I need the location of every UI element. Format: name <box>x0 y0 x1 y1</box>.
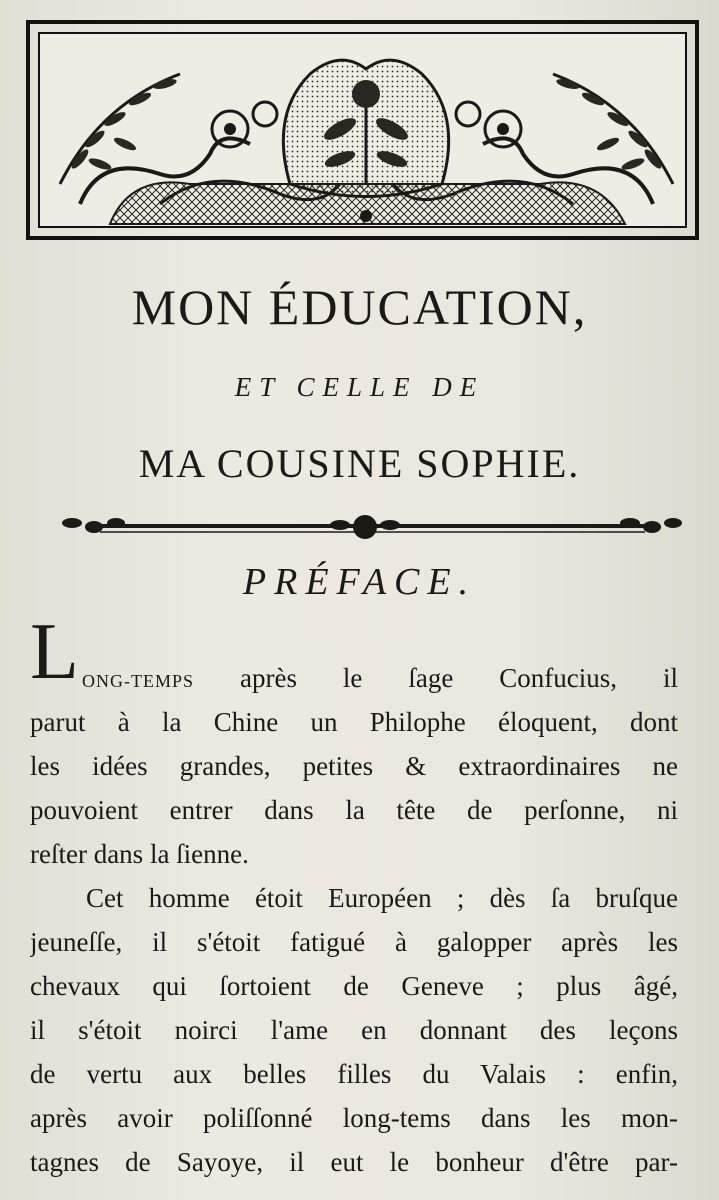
preface-heading: PRÉFACE. <box>242 561 477 603</box>
floral-engraving-illustration <box>40 34 687 228</box>
ornamental-divider <box>60 505 685 547</box>
paragraph-2-line-1: Cet homme étoit Européen ; dès ſa bruſque <box>86 883 678 913</box>
headpiece-engraving <box>38 32 687 228</box>
paragraph-2 <box>30 876 678 1184</box>
paragraph-1 <box>30 656 678 876</box>
paragraph-2-line-3: chevaux qui ſortoient de Geneve ; plus âgé, <box>30 971 678 1001</box>
paragraph-2-line-2: jeuneſſe, il s'étoit fatigué à galopper après les <box>30 927 678 957</box>
lead-small-caps: ONG-TEMPS <box>82 671 195 691</box>
paragraph-2-line-6: après avoir poliſſonné long-tems dans les mon- <box>30 1103 678 1133</box>
paragraph-1-line-3: les idées grandes, petites & extraordinaires ne <box>30 751 678 781</box>
paragraph-2-line-7: tagnes de Sayoye, il eut le bonheur d'être par- <box>30 1147 678 1177</box>
ornamental-headpiece <box>26 20 699 240</box>
paragraph-2-line-4: il s'étoit noirci l'ame en donnant des leçons <box>30 1015 678 1045</box>
title-line-1: MON ÉDUCATION, <box>131 279 588 335</box>
paragraph-2-line-5: de vertu aux belles filles du Valais : enfin, <box>30 1059 678 1089</box>
paragraph-1-line-5: reſter dans la ſienne. <box>30 839 249 869</box>
paragraph-1-line-2: parut à la Chine un Philophe éloquent, dont <box>30 707 678 737</box>
title-line-3: MA COUSINE SOPHIE. <box>138 441 581 486</box>
drop-cap: L <box>30 608 79 696</box>
paragraph-1-line-1: ONG-TEMPS après le ſage Confucius, il <box>82 663 678 693</box>
paragraph-1-line-4: pouvoient entrer dans la tête de perſonne, ni <box>30 795 678 825</box>
title-line-2: ET CELLE DE <box>234 372 485 402</box>
